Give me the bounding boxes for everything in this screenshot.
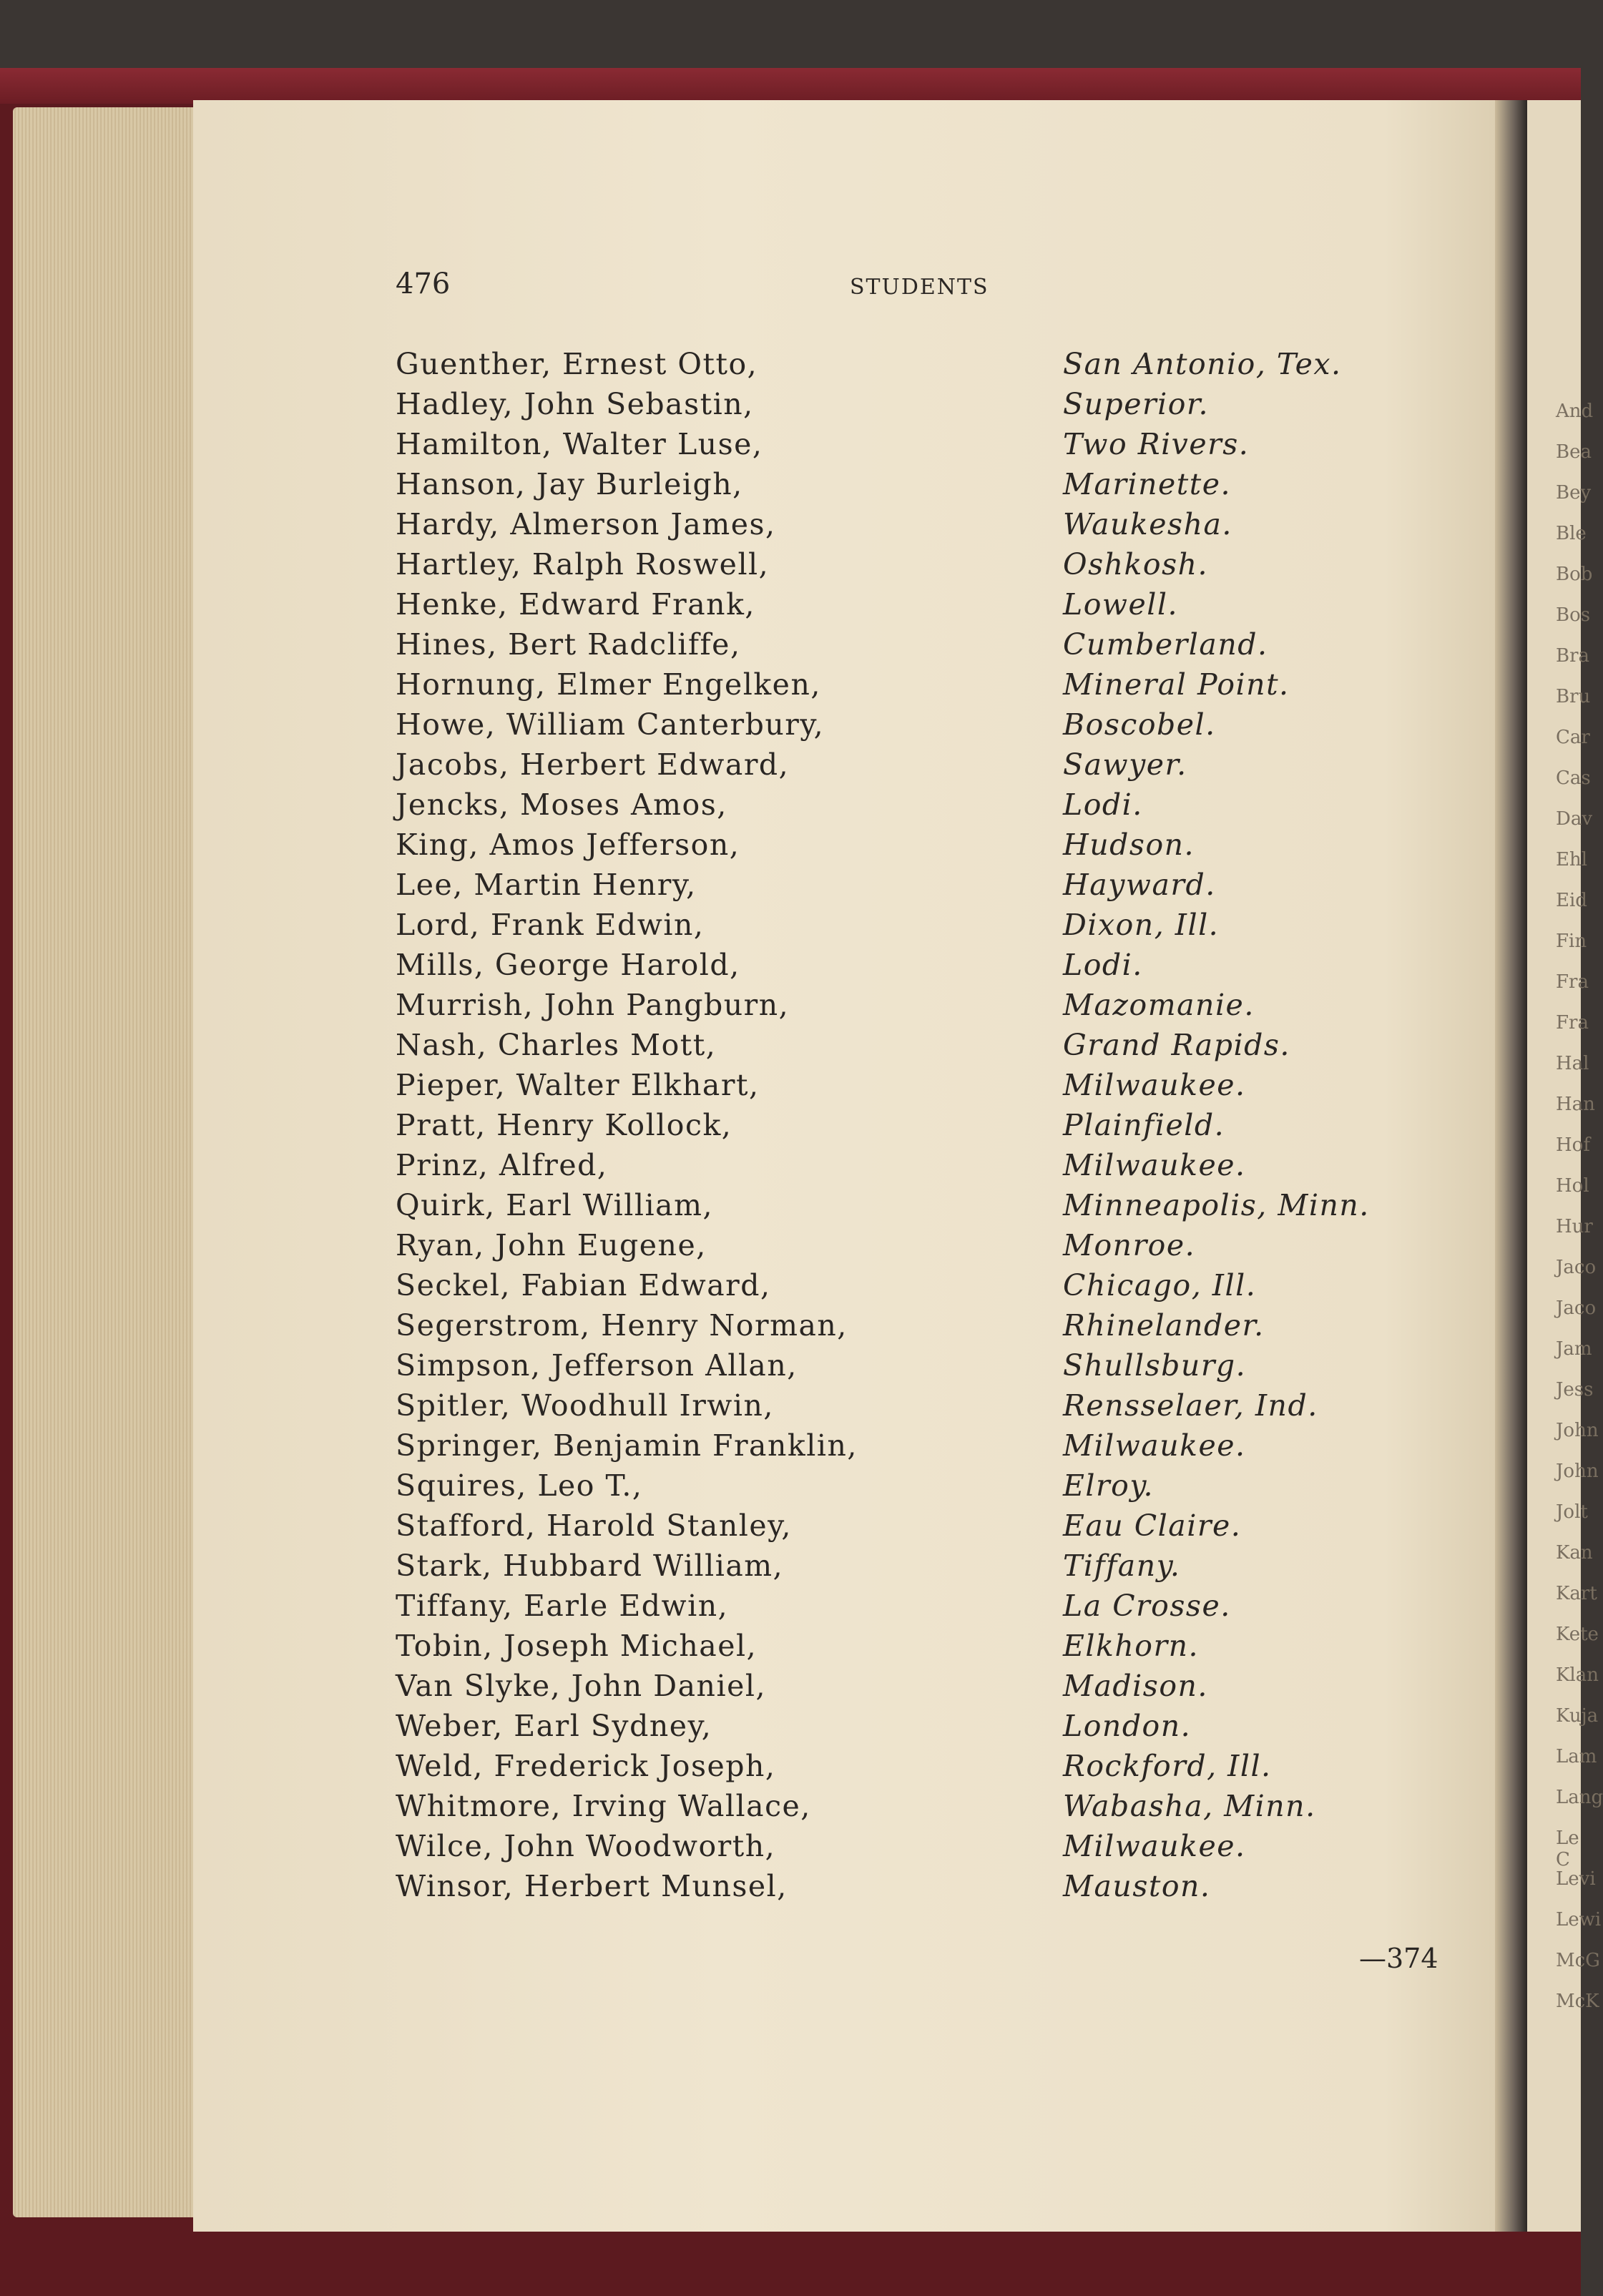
next-page-fragment: Hal bbox=[1556, 1053, 1589, 1074]
next-page-fragment: McG bbox=[1556, 1950, 1600, 1971]
student-entry bbox=[396, 1669, 1433, 1709]
next-page-fragment: Hof bbox=[1556, 1134, 1590, 1156]
student-entry bbox=[396, 1268, 1433, 1308]
student-hometown: La Crosse. bbox=[1063, 1589, 1231, 1623]
next-page-fragment: John bbox=[1556, 1420, 1599, 1441]
student-hometown: Mauston. bbox=[1063, 1869, 1211, 1903]
next-page-fragment: Jam bbox=[1556, 1338, 1592, 1360]
student-name: Hanson, Jay Burleigh, bbox=[396, 467, 743, 501]
student-hometown: Milwaukee. bbox=[1063, 1148, 1246, 1182]
student-hometown: Chicago, Ill. bbox=[1063, 1268, 1257, 1302]
student-name: Guenther, Ernest Otto, bbox=[396, 347, 758, 381]
student-name: Simpson, Jefferson Allan, bbox=[396, 1348, 798, 1383]
student-entry bbox=[396, 1829, 1433, 1869]
student-name: Squires, Leo T., bbox=[396, 1468, 643, 1503]
next-page-fragment: Levi bbox=[1556, 1868, 1596, 1890]
next-page-fragment: Kete bbox=[1556, 1624, 1599, 1645]
next-page-fragment: Kuja bbox=[1556, 1705, 1599, 1727]
next-page-fragment: Fra bbox=[1556, 1012, 1589, 1034]
next-page-fragment: Lang bbox=[1556, 1787, 1603, 1808]
student-entry bbox=[396, 988, 1433, 1028]
student-hometown: Rhinelander. bbox=[1063, 1308, 1265, 1343]
student-name: Howe, William Canterbury, bbox=[396, 707, 825, 742]
next-page-fragment: Kart bbox=[1556, 1583, 1597, 1604]
student-name: Seckel, Fabian Edward, bbox=[396, 1268, 771, 1302]
next-page-fragment: Han bbox=[1556, 1094, 1595, 1115]
next-page-fragment: Hol bbox=[1556, 1175, 1589, 1197]
student-name: Weber, Earl Sydney, bbox=[396, 1709, 712, 1743]
student-entry bbox=[396, 1709, 1433, 1749]
student-name: Jencks, Moses Amos, bbox=[396, 788, 727, 822]
student-name: Wilce, John Woodworth, bbox=[396, 1829, 776, 1863]
student-name: Henke, Edward Frank, bbox=[396, 587, 755, 622]
student-entry bbox=[396, 547, 1433, 587]
student-hometown: London. bbox=[1063, 1709, 1192, 1743]
student-hometown: San Antonio, Tex. bbox=[1063, 347, 1342, 381]
student-entry bbox=[396, 1068, 1433, 1108]
student-hometown: Milwaukee. bbox=[1063, 1068, 1246, 1102]
next-page-fragment: Ehl bbox=[1556, 849, 1588, 870]
student-name: Nash, Charles Mott, bbox=[396, 1028, 717, 1062]
student-entry bbox=[396, 587, 1433, 627]
student-name: Hines, Bert Radcliffe, bbox=[396, 627, 741, 662]
next-page-fragment: Car bbox=[1556, 727, 1590, 748]
student-entry bbox=[396, 1228, 1433, 1268]
student-hometown: Hayward. bbox=[1063, 868, 1216, 902]
next-page-fragment: Kan bbox=[1556, 1542, 1593, 1564]
student-entry bbox=[396, 1508, 1433, 1549]
student-hometown: Lodi. bbox=[1063, 948, 1143, 982]
next-page-fragment: Bob bbox=[1556, 564, 1593, 585]
student-name: Jacobs, Herbert Edward, bbox=[396, 747, 790, 782]
book-gutter bbox=[1495, 100, 1527, 2232]
student-entry bbox=[396, 1629, 1433, 1669]
next-page-fragment: Jolt bbox=[1556, 1501, 1588, 1523]
student-name: Pratt, Henry Kollock, bbox=[396, 1108, 732, 1142]
student-hometown: Madison. bbox=[1063, 1669, 1208, 1703]
student-entry bbox=[396, 507, 1433, 547]
student-entry bbox=[396, 1749, 1433, 1789]
student-hometown: Shullsburg. bbox=[1063, 1348, 1247, 1383]
student-name: Weld, Frederick Joseph, bbox=[396, 1749, 776, 1783]
next-page-fragment: Bos bbox=[1556, 604, 1591, 626]
student-name: Hamilton, Walter Luse, bbox=[396, 427, 763, 461]
next-page-fragment: Cas bbox=[1556, 767, 1591, 789]
student-entry bbox=[396, 828, 1433, 868]
next-page-fragment: Fin bbox=[1556, 931, 1587, 952]
student-hometown: Milwaukee. bbox=[1063, 1829, 1246, 1863]
next-page-fragment: Hur bbox=[1556, 1216, 1593, 1237]
next-page-fragment: Jaco bbox=[1556, 1297, 1597, 1319]
next-page-fragment: Klan bbox=[1556, 1664, 1599, 1686]
student-hometown: Eau Claire. bbox=[1063, 1508, 1242, 1543]
student-hometown: Tiffany. bbox=[1063, 1549, 1181, 1583]
student-name: Lord, Frank Edwin, bbox=[396, 908, 705, 942]
student-hometown: Oshkosh. bbox=[1063, 547, 1209, 582]
page-stack-edge bbox=[13, 107, 195, 2217]
student-entry bbox=[396, 707, 1433, 747]
next-page-fragment: Eid bbox=[1556, 890, 1587, 911]
student-name: Lee, Martin Henry, bbox=[396, 868, 697, 902]
next-page-fragment: Ble bbox=[1556, 523, 1587, 544]
running-header: STUDENTS bbox=[850, 275, 989, 300]
next-page-fragment: Bey bbox=[1556, 482, 1592, 504]
student-entry bbox=[396, 1028, 1433, 1068]
student-hometown: Marinette. bbox=[1063, 467, 1232, 501]
student-entry bbox=[396, 868, 1433, 908]
student-hometown: Cumberland. bbox=[1063, 627, 1268, 662]
student-entry bbox=[396, 747, 1433, 788]
next-page-fragment: Jaco bbox=[1556, 1257, 1597, 1278]
next-page-fragment: Bru bbox=[1556, 686, 1591, 707]
student-entry bbox=[396, 1388, 1433, 1428]
student-name: Prinz, Alfred, bbox=[396, 1148, 608, 1182]
student-hometown: Lowell. bbox=[1063, 587, 1179, 622]
student-entry bbox=[396, 1348, 1433, 1388]
student-hometown: Lodi. bbox=[1063, 788, 1143, 822]
student-hometown: Dixon, Ill. bbox=[1063, 908, 1220, 942]
student-name: Mills, George Harold, bbox=[396, 948, 740, 982]
student-entry bbox=[396, 627, 1433, 667]
student-hometown: Rockford, Ill. bbox=[1063, 1749, 1272, 1783]
student-entry bbox=[396, 1108, 1433, 1148]
student-name: Hartley, Ralph Roswell, bbox=[396, 547, 770, 582]
next-page-fragment: Lewi bbox=[1556, 1909, 1602, 1930]
student-entry bbox=[396, 1428, 1433, 1468]
next-page-sliver bbox=[1527, 100, 1603, 2232]
student-name: Whitmore, Irving Wallace, bbox=[396, 1789, 811, 1823]
student-name: Hadley, John Sebastin, bbox=[396, 387, 754, 421]
next-page-fragment: John bbox=[1556, 1461, 1599, 1482]
student-entry bbox=[396, 1468, 1433, 1508]
student-hometown: Mazomanie. bbox=[1063, 988, 1255, 1022]
student-entry bbox=[396, 387, 1433, 427]
student-entry bbox=[396, 1148, 1433, 1188]
student-name: Segerstrom, Henry Norman, bbox=[396, 1308, 848, 1343]
student-name: Stafford, Harold Stanley, bbox=[396, 1508, 792, 1543]
student-name: Spitler, Woodhull Irwin, bbox=[396, 1388, 774, 1423]
student-name: Stark, Hubbard William, bbox=[396, 1549, 784, 1583]
student-name: Hornung, Elmer Engelken, bbox=[396, 667, 821, 702]
student-hometown: Elkhorn. bbox=[1063, 1629, 1200, 1663]
student-name: Tobin, Joseph Michael, bbox=[396, 1629, 758, 1663]
next-page-fragment: Bra bbox=[1556, 645, 1590, 667]
next-page-fragment: And bbox=[1556, 401, 1594, 422]
student-entry bbox=[396, 1549, 1433, 1589]
book-cover-edge bbox=[0, 68, 1581, 104]
student-entry bbox=[396, 1789, 1433, 1829]
next-page-fragment: Dav bbox=[1556, 808, 1593, 830]
student-name: Van Slyke, John Daniel, bbox=[396, 1669, 766, 1703]
student-hometown: Minneapolis, Minn. bbox=[1063, 1188, 1370, 1222]
next-page-fragment: Lam bbox=[1556, 1746, 1597, 1767]
student-hometown: Sawyer. bbox=[1063, 747, 1187, 782]
next-page-fragment: Bea bbox=[1556, 441, 1592, 463]
student-hometown: Two Rivers. bbox=[1063, 427, 1250, 461]
student-entry bbox=[396, 467, 1433, 507]
student-name: Hardy, Almerson James, bbox=[396, 507, 776, 541]
student-entry bbox=[396, 667, 1433, 707]
next-page-fragment: Le C bbox=[1556, 1828, 1579, 1870]
student-entry bbox=[396, 948, 1433, 988]
student-hometown: Milwaukee. bbox=[1063, 1428, 1246, 1463]
student-name: Winsor, Herbert Munsel, bbox=[396, 1869, 788, 1903]
student-name: Springer, Benjamin Franklin, bbox=[396, 1428, 858, 1463]
student-hometown: Superior. bbox=[1063, 387, 1210, 421]
student-entry bbox=[396, 908, 1433, 948]
student-name: Quirk, Earl William, bbox=[396, 1188, 713, 1222]
student-name: Murrish, John Pangburn, bbox=[396, 988, 790, 1022]
student-hometown: Hudson. bbox=[1063, 828, 1195, 862]
student-entry bbox=[396, 1308, 1433, 1348]
student-entry bbox=[396, 1188, 1433, 1228]
student-hometown: Monroe. bbox=[1063, 1228, 1196, 1262]
student-hometown: Boscobel. bbox=[1063, 707, 1216, 742]
student-entry bbox=[396, 427, 1433, 467]
student-entry bbox=[396, 788, 1433, 828]
student-hometown: Plainfield. bbox=[1063, 1108, 1225, 1142]
student-entry bbox=[396, 347, 1433, 387]
student-entry bbox=[396, 1589, 1433, 1629]
student-name: King, Amos Jefferson, bbox=[396, 828, 740, 862]
student-name: Tiffany, Earle Edwin, bbox=[396, 1589, 729, 1623]
student-name: Pieper, Walter Elkhart, bbox=[396, 1068, 760, 1102]
student-name: Ryan, John Eugene, bbox=[396, 1228, 707, 1262]
student-hometown: Grand Rapids. bbox=[1063, 1028, 1290, 1062]
student-hometown: Wabasha, Minn. bbox=[1063, 1789, 1316, 1823]
next-page-fragment: Jess bbox=[1556, 1379, 1594, 1400]
student-hometown: Rensselaer, Ind. bbox=[1063, 1388, 1318, 1423]
student-hometown: Mineral Point. bbox=[1063, 667, 1290, 702]
running-total: —374 bbox=[1359, 1943, 1438, 1974]
next-page-fragment: Fra bbox=[1556, 971, 1589, 993]
student-hometown: Elroy. bbox=[1063, 1468, 1155, 1503]
next-page-fragment: McK bbox=[1556, 1991, 1599, 2012]
student-entry bbox=[396, 1869, 1433, 1909]
page-number: 476 bbox=[396, 268, 451, 300]
student-hometown: Waukesha. bbox=[1063, 507, 1232, 541]
